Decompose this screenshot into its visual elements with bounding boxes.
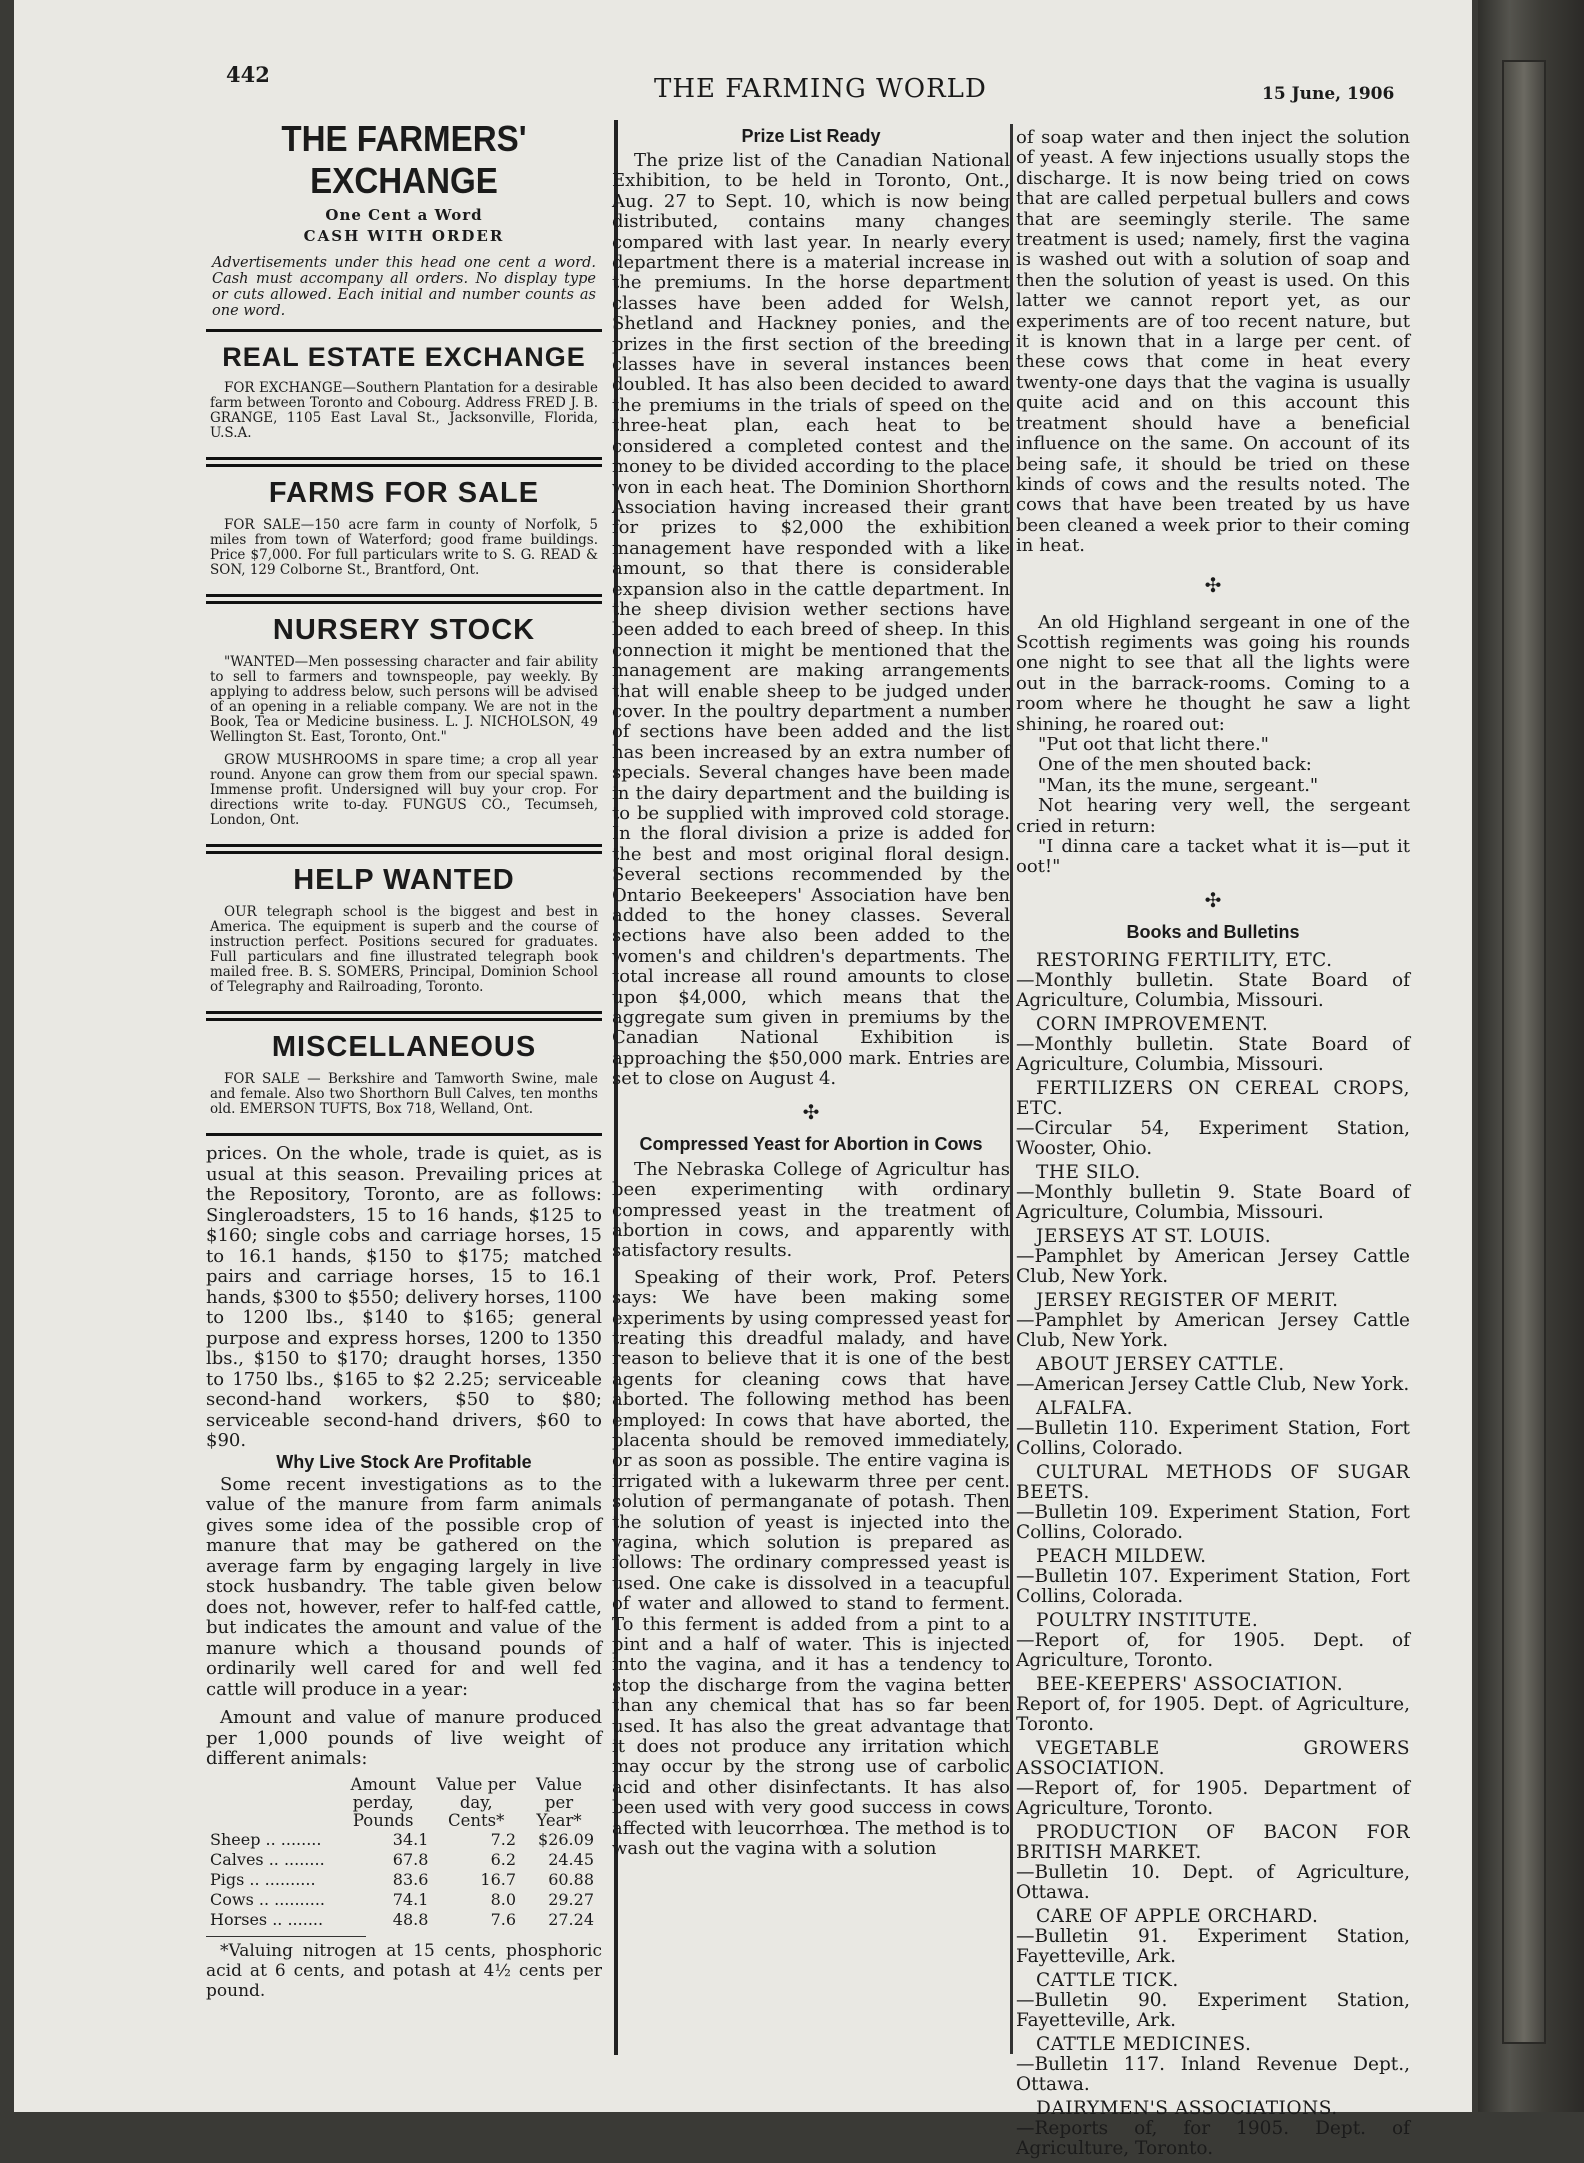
classified-ad: OUR telegraph school is the biggest and best in America. The equipment is superb and the course of instruction perfect. Positions secured for graduates. Full particulars and fine illustrated telegraph book mailed free. B. S. SOMERS, Principal, Dominion School of Telegraphy and Railroading, Toronto.: [210, 904, 598, 995]
list-item: [1016, 2099, 1410, 2159]
table-row: [206, 1890, 598, 1910]
article-paragraph: Speaking of their work, Prof. Peters says: We have been making some experiments by using compressed yeast for treating this dreadful malady, and have reason to believe that it is one of the best agents for cleaning cows that have aborted. The following method has been employed: In cows that have aborted, the placenta should be removed immediately, or as soon as possible. The entire vagina is irrigated with a lukewarm three per cent. solution of permanganate of potash. Then the solution of yeast is injected into the vagina, which solution is prepared as follows: The ordinary compressed yeast is used. One cake is dissolved in a teacupful of water and allowed to stand to ferment. To this ferment is added from a pint to a pint and a half of water. This is injected into the vagina, and it has a tendency to stop the discharge from the vagina better than any chemical that has so far been used. It has also the great advantage that it does not produce any irritation which may occur by the strong use of carbolic acid and other disinfectants. It has also been used with very good success in cows affected with leucorrhœa. The method is to wash out the vagina with a solution: [612, 1266, 1010, 1860]
section-heading: NURSERY STOCK: [272, 614, 536, 646]
book-desc: —Bulletin 91. Experiment Station, Fayetteville, Ark.: [1016, 1925, 1410, 1967]
article-heading: Why Live Stock Are Profitable: [276, 1451, 532, 1472]
book-title: PEACH MILDEW.: [1036, 1545, 1207, 1567]
table-cell: 24.45: [548, 1849, 594, 1869]
classified-ad: FOR EXCHANGE—Southern Plantation for a desirable farm between Toronto and Cobourg. Address FRED J. B. GRANGE, 1105 East Laval St., Jacksonville, Florida, U.S.A.: [210, 380, 598, 441]
page-number: 442: [226, 62, 270, 87]
anecdote-paragraph: One of the men shouted back:: [1038, 754, 1312, 776]
book-desc: —Bulletin 90. Experiment Station, Fayetteville, Ark.: [1016, 1989, 1410, 2031]
section-heading: HELP WANTED: [293, 864, 515, 896]
list-item: [1016, 1907, 1410, 1967]
classified-ad: "WANTED—Men possessing character and fair ability to sell to farmers and townspeople, pay weekly. By applying to address below, such persons will be advised of an opening in a reliable company. We are not in the Book, Tea or Medicine business. L. J. NICHOLSON, 49 Wellington St. East, Toronto, Ont.": [210, 654, 598, 745]
book-title: CORN IMPROVEMENT.: [1036, 1013, 1269, 1035]
table-cell: Sheep .. ........: [210, 1829, 322, 1849]
book-desc: —Report of, for 1905. Department of Agriculture, Toronto.: [1016, 1777, 1410, 1819]
table-header: Value per Year*: [536, 1774, 582, 1830]
book-desc: —Monthly bulletin 9. State Board of Agriculture, Columbia, Missouri.: [1016, 1181, 1410, 1223]
table-cell: Pigs .. ..........: [210, 1869, 316, 1889]
list-item: [1016, 1739, 1410, 1819]
list-item: [1016, 1291, 1410, 1351]
farmers-exchange-rate: One Cent a Word: [325, 206, 483, 224]
article-paragraph: of soap water and then inject the solution of yeast. A few injections usually stops the discharge. It is now being tried on cows that are called perpetual bullers and cows that are seemingly sterile. The same treatment is used; namely, first the vagina is washed out with a solution of soap and then the solution of yeast is used. On this latter we cannot report yet, as our experiments are of too recent nature, but it is known that in a large per cent. of these cows that come in heat every twenty-one days that the vagina is usually quite acid and on this account this treatment should have a beneficial influence on the same. On account of its being safe, it should be tried on these kinds of cows and the results noted. The cows that have been treated by us have been cleaned a week prior to their coming in heat.: [1016, 127, 1410, 557]
farmers-exchange-terms: CASH WITH ORDER: [303, 227, 505, 245]
article-paragraph: Some recent investigations as to the value of the manure from farm animals gives some idea of the possible crop of manure that may be gathered on the average farm by engaging largely in live stock husbandry. The table given below does not, however, refer to half-fed cattle, but indicates the amount and value of the manure which a thousand pounds of ordinarily well cared for and well fed cattle will produce in a year:: [206, 1473, 602, 1700]
ornament-icon: ✣: [1204, 887, 1222, 912]
table-header: Amount perday, Pounds: [350, 1774, 416, 1830]
table-header: [206, 1776, 334, 1830]
table-cell: 6.2: [490, 1849, 517, 1869]
ornament-icon: ✣: [1204, 572, 1222, 597]
manure-table: [206, 1776, 598, 1930]
table-cell: 60.88: [548, 1869, 594, 1889]
anecdote-paragraph: "Man, its the mune, sergeant.": [1038, 774, 1319, 796]
list-item: [1016, 1823, 1410, 1903]
table-cell: 7.6: [490, 1909, 517, 1929]
column-2: [612, 124, 1010, 1860]
book-desc: —Reports of, for 1905. Dept. of Agriculture, Toronto.: [1016, 2117, 1410, 2159]
book-desc: —Report of, for 1905. Dept. of Agriculture, Toronto.: [1016, 1629, 1410, 1671]
book-desc: —Pamphlet by American Jersey Cattle Club, New York.: [1016, 1245, 1410, 1287]
classified-section: [206, 329, 602, 460]
section-heading: REAL ESTATE EXCHANGE: [222, 342, 586, 372]
book-title: BEE-KEEPERS' ASSOCIATION.: [1036, 1673, 1344, 1695]
anecdote-paragraph: An old Highland sergeant in one of the Scottish regiments was going his rounds one night to see that all the lights were out in the barrack-rooms. Coming to a room where he thought he saw a light shining, he roared out:: [1016, 611, 1410, 735]
book-title: RESTORING FERTILITY, ETC.: [1036, 949, 1333, 971]
table-cell: 27.24: [548, 1909, 594, 1929]
table-cell: 7.2: [490, 1829, 517, 1849]
list-item: [1016, 1355, 1410, 1395]
book-title: VEGETABLE GROWERS ASSOCIATION.: [1016, 1737, 1410, 1779]
publication-title: THE FARMING WORLD: [654, 74, 987, 104]
list-item: [1016, 1463, 1410, 1543]
table-cell: 29.27: [548, 1889, 594, 1909]
table-cell: Calves .. ........: [210, 1849, 325, 1869]
table-intro: Amount and value of manure produced per 1,000 pounds of live weight of different animals:: [206, 1707, 602, 1769]
book-desc: Report of, for 1905. Dept. of Agriculture, Toronto.: [1016, 1693, 1410, 1735]
binding-rod: [1502, 60, 1546, 2044]
book-desc: —Bulletin 10. Dept. of Agriculture, Ottawa.: [1016, 1861, 1410, 1903]
book-title: JERSEY REGISTER OF MERIT.: [1036, 1289, 1339, 1311]
table-cell: $26.09: [538, 1829, 594, 1849]
table-cell: Cows .. ..........: [210, 1889, 325, 1909]
footnote-rule: [206, 1936, 366, 1937]
article-heading: Books and Bulletins: [1126, 921, 1300, 942]
classified-section: [206, 601, 602, 847]
table-cell: 83.6: [392, 1869, 429, 1889]
table-cell: 8.0: [490, 1889, 517, 1909]
market-prices-text: prices. On the whole, trade is quiet, as is usual at this season. Prevailing prices at the Repository, Toronto, are as follows: Singleroadsters, 15 to 16 hands, $125 to $160; single cobs and carriage horses, 15 to 16.1 hands, $150 to $175; matched pairs and carriage horses, 15 to 16.1 hands, $300 to $550; delivery horses, 1100 to 1200 lbs., $140 to $165; general purpose and express horses, 1200 to 1350 lbs., $150 to $170; draught horses, 1350 to 1750 lbs., $165 to $2 2.25; serviceable second-hand workers, $50 to $80; serviceable second-hand drivers, $60 to $90.: [206, 1143, 602, 1451]
book-title: CATTLE MEDICINES.: [1036, 2033, 1252, 2055]
table-cell: 34.1: [392, 1829, 429, 1849]
book-title: ABOUT JERSEY CATTLE.: [1036, 1353, 1285, 1375]
book-title: JERSEYS AT ST. LOUIS.: [1036, 1225, 1272, 1247]
column-3: [1016, 128, 1410, 2163]
list-item: [1016, 1015, 1410, 1075]
issue-date: 15 June, 1906: [1262, 84, 1395, 104]
anecdote-paragraph: "I dinna care a tacket what it is—put it oot!": [1016, 836, 1410, 878]
table-row: [206, 1830, 598, 1850]
book-desc: —Monthly bulletin. State Board of Agriculture, Columbia, Missouri.: [1016, 969, 1410, 1011]
table-cell: 16.7: [480, 1869, 517, 1889]
column-rule-right: [1010, 124, 1013, 2054]
classified-ad: FOR SALE — Berkshire and Tamworth Swine, male and female. Also two Shorthorn Bull Calves, ten months old. EMERSON TUFTS, Box 718, Welland, Ont.: [210, 1071, 598, 1117]
list-item: [1016, 1971, 1410, 2031]
book-desc: —Bulletin 109. Experiment Station, Fort Collins, Colorado.: [1016, 1501, 1410, 1543]
list-item: [1016, 1675, 1410, 1735]
article-paragraph: The Nebraska College of Agricultur has been experimenting with ordinary compressed yeast in the treatment of abortion in cows, and apparently with satisfactory results.: [612, 1158, 1010, 1262]
book-desc: —Circular 54, Experiment Station, Wooster, Ohio.: [1016, 1117, 1410, 1159]
table-cell: 67.8: [392, 1849, 429, 1869]
book-title: FERTILIZERS ON CEREAL CROPS, ETC.: [1016, 1077, 1410, 1119]
table-row: [206, 1870, 598, 1890]
article-heading: Prize List Ready: [741, 126, 881, 146]
classified-section: [206, 851, 602, 1014]
farmers-exchange-note: Advertisements under this head one cent a word. Cash must accompany all orders. No display type or cuts allowed. Each initial and number counts as one word.: [212, 255, 596, 319]
list-item: [1016, 951, 1410, 1011]
book-title: CATTLE TICK.: [1036, 1969, 1179, 1991]
anecdote-paragraph: "Put oot that licht there.": [1038, 733, 1269, 755]
book-title: ALFALFA.: [1036, 1397, 1133, 1419]
table-header: Value per day, Cents*: [436, 1774, 516, 1830]
table-row: [206, 1910, 598, 1930]
ornament-icon: ✣: [802, 1099, 820, 1124]
list-item: [1016, 1399, 1410, 1459]
section-heading: FARMS FOR SALE: [268, 477, 540, 509]
table-footnote: *Valuing nitrogen at 15 cents, phosphoric acid at 6 cents, and potash at 4½ cents per pound.: [206, 1940, 602, 2001]
book-title: PRODUCTION OF BACON FOR BRITISH MARKET.: [1016, 1821, 1410, 1863]
table-cell: 48.8: [392, 1909, 429, 1929]
book-title: CULTURAL METHODS OF SUGAR BEETS.: [1016, 1461, 1410, 1503]
book-desc: —Bulletin 117. Inland Revenue Dept., Ottawa.: [1016, 2053, 1410, 2095]
list-item: [1016, 1163, 1410, 1223]
list-item: [1016, 1547, 1410, 1607]
column-1: [206, 116, 602, 2001]
books-list: [1016, 951, 1410, 2159]
classified-ad: GROW MUSHROOMS in spare time; a crop all year round. Anyone can grow them from our special spawn. Immense profit. Undersigned will buy your crop. For directions write to-day. FUNGUS CO., Tecumseh, London, Ont.: [210, 752, 598, 828]
classified-section: [206, 1018, 602, 1136]
book-desc: —American Jersey Cattle Club, New York.: [1016, 1373, 1410, 1395]
article-heading: Compressed Yeast for Abortion in Cows: [639, 1133, 983, 1154]
article-paragraph: The prize list of the Canadian National Exhibition, to be held in Toronto, Ont., Aug. 27 to Sept. 10, which is now being distributed, contains many changes compared with last year. In nearly every department there is a material increase in the premiums. In the horse department classes have been added for Welsh, Shetland and Hackney ponies, and the prizes in the first section of the breeding classes have in several instances been doubled. It has also been decided to award the premiums in the trials of speed on the three-heat plan, each heat to be considered a completed contest and the money to be divided according to the place won in each heat. The Dominion Shorthorn Association having increased their grant for prizes to $2,000 the exhibition management have responded with a like amount, so that there is considerable expansion also in the cattle department. In the sheep division wether sections have been added to each breed of sheep. In this connection it might be mentioned that the management are making arrangements that will enable sheep to be judged under cover. In the poultry department a number of sections have been added and the list has been increased by an extra number of specials. Several changes have been made in the dairy department and the building is to be supplied with improved cold storage. In the floral division a prize is added for the best and most original floral design. Several sections recommended by the Ontario Beekeepers' Association have ben added to the honey classes. Several sections have also been added to the women's and children's departments. The total increase all round amounts to close upon $4,000, which means that the aggregate sum given in premiums by the Canadian National Exhibition is approaching the $50,000 mark. Entries are set to close on August 4.: [612, 150, 1010, 1090]
list-item: [1016, 2035, 1410, 2095]
section-heading: MISCELLANEOUS: [271, 1031, 537, 1063]
farmers-exchange-title: THE FARMERS' EXCHANGE: [281, 118, 527, 201]
table-cell: Horses .. .......: [210, 1909, 324, 1929]
newspaper-page: [14, 0, 1472, 2159]
book-desc: —Monthly bulletin. State Board of Agriculture, Columbia, Missouri.: [1016, 1033, 1410, 1075]
classified-section: [206, 464, 602, 597]
book-desc: —Bulletin 110. Experiment Station, Fort Collins, Colorado.: [1016, 1417, 1410, 1459]
book-desc: —Pamphlet by American Jersey Cattle Club, New York.: [1016, 1309, 1410, 1351]
anecdote-paragraph: Not hearing very well, the sergeant cried in return:: [1016, 795, 1410, 837]
book-title: CARE OF APPLE ORCHARD.: [1036, 1905, 1319, 1927]
scanner-edge: [1478, 0, 1584, 2112]
table-cell: 74.1: [392, 1889, 429, 1909]
table-row: [206, 1850, 598, 1870]
book-title: DAIRYMEN'S ASSOCIATIONS.: [1036, 2097, 1338, 2119]
classified-ad: FOR SALE—150 acre farm in county of Norfolk, 5 miles from town of Waterford; good frame buildings. Price $7,000. For full particulars write to S. G. READ & SON, 129 Colborne St., Brantford, Ont.: [210, 517, 598, 578]
list-item: [1016, 1611, 1410, 1671]
list-item: [1016, 1079, 1410, 1159]
book-desc: —Bulletin 107. Experiment Station, Fort Collins, Colorada.: [1016, 1565, 1410, 1607]
book-title: THE SILO.: [1036, 1161, 1141, 1183]
book-title: POULTRY INSTITUTE.: [1036, 1609, 1259, 1631]
list-item: [1016, 1227, 1410, 1287]
